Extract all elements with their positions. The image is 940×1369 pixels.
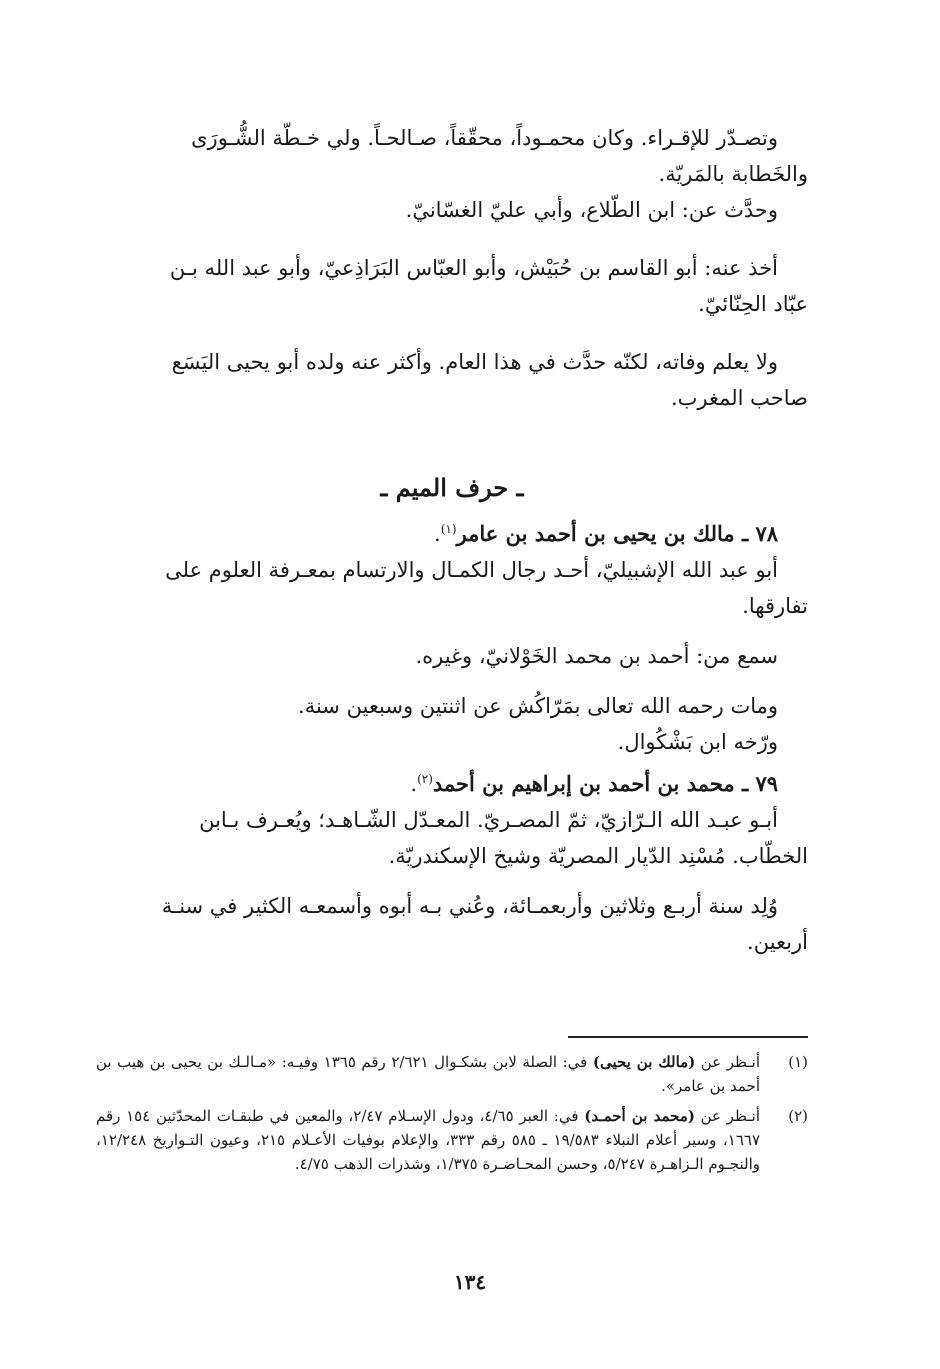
footnote-subject: (مالك بن يحيى)	[592, 1053, 696, 1071]
footnote-body: في: العبر ٤/٦٥، ودول الإسـلام ٢/٤٧، والمعين في طبقـات المحدّثين ١٥٤ رقم ١٦٦٧، وسير أعلام النبلاء ١٩/٥٨٣ ـ ٥٨٥ رقم ٣٣٣، والإعلام بوفيات الأعـلام ٢١٥، وعيون التـواريخ ١٢/٢٤٨، والنجـوم الـزاهـرة ٥/٢٤٧، وحسن المحـاضـرة ١/٣٧٥، وشذرات الذهب ٤/٧٥.	[96, 1107, 761, 1173]
paragraph-line: وُلِد سنة أربـع وثلاثين وأربعمـائة، وعُني بـه أبوه وأسمعـه الكثير في سنـة	[161, 894, 778, 918]
footnote-text	[96, 1104, 760, 1176]
entry-title: ٧٩ ـ محمد بن أحمد بن إبراهيم بن أحمد	[432, 771, 778, 796]
paragraph-line: أخذ عنه: أبو القاسم بن حُبَيْش، وأبو العبّاس البَرَاذِعيّ، وأبو عبد الله بـن	[169, 256, 778, 280]
footnote	[96, 1050, 808, 1098]
paragraph-line: الخطّاب. مُسْنِد الدّيار المصريّة وشيخ الإسكندريّة.	[388, 844, 808, 868]
footnote-body: في: الصلة لابن بشكـوال ٢/٦٢١ رقم ١٣٦٥ وفيـه: «مـالـك بن يحيى بن هيب بن أحمد بن عامر».	[96, 1053, 760, 1095]
entry-heading: ٧٩ ـ محمد بن أحمد بن إبراهيم بن أحمد$^{(٢)}$.	[410, 771, 778, 796]
entry-title: ٧٨ ـ مالك بن يحيى بن أحمد بن عامر	[456, 521, 778, 546]
paragraph-line: أربعين.	[747, 930, 808, 954]
page-number: ١٣٤	[453, 1270, 487, 1294]
footnote-lead: أنـظر عن	[695, 1053, 761, 1071]
paragraph-line: عبّاد الحِنّائيّ.	[698, 292, 808, 316]
paragraph-line: أبـو عبـد الله الـرّازيّ، ثمّ المصـريّ. المعـدّل الشّـاهـد؛ ويُعـرف بـابن	[199, 808, 778, 832]
paragraph-line: والخَطابة بالمَريّة.	[658, 162, 808, 186]
footnote-subject: (محمد بن أحمـد)	[584, 1107, 695, 1125]
footnote-separator	[568, 1036, 808, 1038]
paragraph-line: سمع من: أحمد بن محمد الخَوْلانيّ، وغيره.	[415, 644, 778, 668]
footnote-text	[96, 1050, 760, 1098]
footnote-number: (١)	[788, 1053, 808, 1071]
footnote-lead: أنـظر عن	[694, 1107, 760, 1125]
footnote-number: (٢)	[788, 1107, 808, 1125]
section-title: ـ حرف الميم ـ	[380, 473, 524, 502]
footnote-ref: (٢)	[417, 772, 433, 786]
paragraph-line: أبو عبد الله الإشبيليّ، أحـد رجال الكمـال والارتسام بمعـرفة العلوم على	[165, 558, 778, 582]
main-text	[96, 120, 808, 960]
paragraph-line: ولا يعلم وفاته، لكنّه حدَّث في هذا العام. وأكثر عنه ولده أبو يحيى اليَسَع	[171, 350, 778, 374]
paragraph-line: وحدَّث عن: ابن الطّلاع، وأبي عليّ الغسّانيّ.	[405, 198, 778, 222]
footnote-ref: (١)	[440, 522, 457, 536]
paragraph-line: تفارقها.	[742, 594, 808, 618]
paragraph-line: وتصـدّر للإقـراء. وكان محمـوداً، محقّقاً، صـالحـاً. ولي خـطّة الشُّـورَى	[191, 126, 778, 150]
entry-heading: ٧٨ ـ مالك بن يحيى بن أحمد بن عامر$^{(١)}$.	[434, 521, 778, 546]
footnotes	[96, 1050, 808, 1182]
paragraph-line: ورّخه ابن بَشْكُوال.	[617, 730, 778, 754]
paragraph-line: صاحب المغرب.	[670, 386, 808, 410]
paragraph-line: ومات رحمه الله تعالى بمَرّاكُش عن اثنتين وسبعين سنة.	[298, 694, 778, 718]
footnote	[96, 1104, 808, 1176]
